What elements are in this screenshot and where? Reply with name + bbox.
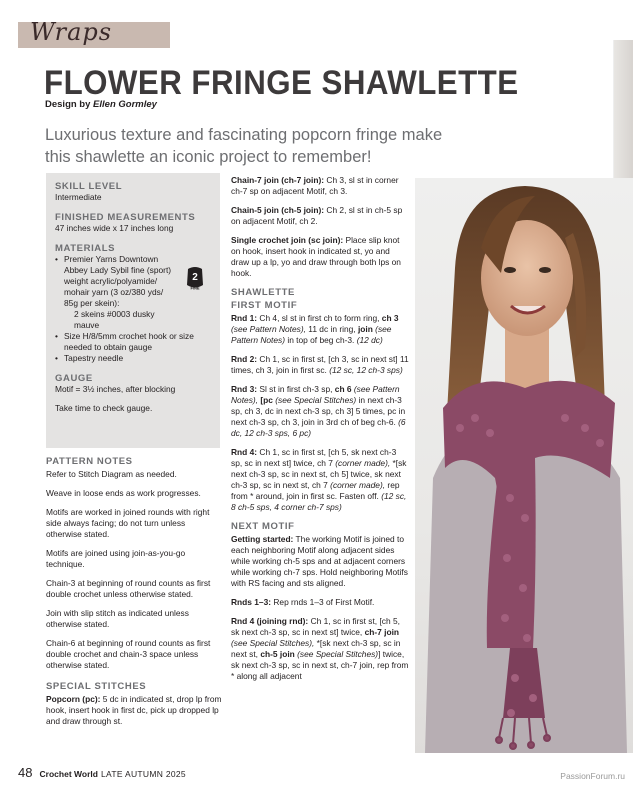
section-tab: [18, 18, 170, 48]
byline: [45, 99, 157, 110]
svg-text:FINE: FINE: [190, 285, 200, 291]
round-4: Rnd 4: Ch 1, sc in first st, [ch 5, sk next ch-3 sp, sc in next st] twice, ch 7 (corner made), *[sk next ch-3 sp, sc in next st, ch 5] twice, sk next ch-3 sp, sc in next st, ch 7 (corner made), rep from * around, join in first sc. Fasten off. (12 sc, 8 ch-5 sps, 4 corner ch-7 sps): [231, 447, 407, 512]
issue-label: LATE AUTUMN 2025: [101, 769, 186, 779]
material-item: • Premier Yarns Downtown Abbey Lady Sybil fine (sport) weight acrylic/polyamide/ mohair yarn (3 oz/380 yds/ 85g per skein): 2 skeins #0003 dusky mauve: [55, 254, 211, 331]
watermark: PassionForum.ru: [560, 771, 625, 781]
instructions-column: [231, 175, 409, 690]
page-number: 48: [18, 765, 33, 780]
material-item: • Tapestry needle: [55, 353, 211, 364]
note-paragraph: Motifs are worked in joined rounds with right side always facing; do not turn unless otherwise stated.: [46, 507, 210, 539]
pattern-notes-column: [46, 456, 222, 735]
project-info-box: [46, 173, 220, 448]
model-photo: [415, 178, 633, 753]
byline-prefix: Design by: [45, 99, 91, 110]
measurements-value: 47 inches wide x 17 inches long: [55, 223, 174, 233]
gauge-value: Motif = 3½ inches, after blocking: [55, 384, 176, 394]
note-paragraph: Chain-6 at beginning of round counts as first double crochet and chain-3 space unless otherwise stated.: [46, 638, 211, 670]
skill-value: Intermediate: [55, 192, 102, 202]
gauge-note: Take time to check gauge.: [55, 403, 153, 413]
page-footer: [18, 765, 186, 780]
special-stitches-heading: SPECIAL STITCHES: [46, 681, 147, 692]
yarn-weight-icon: [184, 265, 206, 291]
rounds-1-3: Rnds 1–3: Rep rnds 1–3 of First Motif.: [231, 597, 375, 607]
round-1: Rnd 1: Ch 4, sl st in first ch to form ring, ch 3 (see Pattern Notes), 11 dc in ring, join (see Pattern Notes) in top of beg ch-3. (12 dc): [231, 313, 399, 345]
note-paragraph: Refer to Stitch Diagram as needed.: [46, 469, 177, 479]
first-motif-heading: FIRST MOTIF: [231, 300, 298, 311]
note-paragraph: Chain-3 at beginning of round counts as first double crochet unless otherwise stated.: [46, 578, 211, 599]
note-paragraph: Join with slip stitch as indicated unless otherwise stated.: [46, 608, 189, 629]
note-paragraph: Motifs are joined using join-as-you-go technique.: [46, 548, 186, 569]
page-title: FLOWER FRINGE SHAWLETTE: [44, 64, 519, 102]
next-motif-heading: NEXT MOTIF: [231, 521, 295, 532]
joining-round: Rnd 4 (joining rnd): Ch 1, sc in first st, [ch 5, sk next ch-3 sp, sc in next st] twice, ch-7 join (see Special Stitches), *[sk next ch-3 sp, sc in next st, ch-5 join (see Special Stitches)] twice, sk next ch-3 sp, sc in next st, ch-7 join, rep from * along all adjacent: [231, 616, 409, 681]
sc-join-def: Single crochet join (sc join): Place slip knot on hook, insert hook in indicated st, yo and draw up a lp, yo and draw through both lps on hook.: [231, 235, 401, 278]
round-3: Rnd 3: Sl st in first ch-3 sp, ch 6 (see Pattern Notes), [pc (see Special Stitches) in next ch-3 sp, ch 3, dc in next ch-3 sp, ch 3] 5 times, pc in next ch-3 sp, ch 3, join in 3rd ch of beg ch-6. (6 dc, 12 ch-3 sps, 6 pc): [231, 384, 406, 438]
intro-text: Luxurious texture and fascinating popcorn fringe make this shawlette an iconic project to remember!: [45, 126, 443, 166]
measurements-heading: FINISHED MEASUREMENTS: [55, 212, 196, 223]
getting-started: Getting started: The working Motif is joined to each neighboring Motif along adjacent sides while working ch-5 sps and at adjacent corners while working ch-7 sps. Hold neighboring Motifs with RS facing and sts aligned.: [231, 534, 408, 588]
material-item: • Size H/8/5mm crochet hook or size needed to obtain gauge: [55, 331, 211, 353]
designer-name: Ellen Gormley: [93, 99, 157, 110]
ch5-join-def: Chain-5 join (ch-5 join): Ch 2, sl st in ch-5 sp on adjacent Motif, ch 2.: [231, 205, 403, 226]
round-2: Rnd 2: Ch 1, sc in first st, [ch 3, sc in next st] 11 times, ch 3, join in first sc. (12 sc, 12 ch-3 sps): [231, 354, 409, 375]
shawlette-heading: SHAWLETTE: [231, 287, 295, 298]
gauge-heading: GAUGE: [55, 373, 93, 384]
ch7-join-def: Chain-7 join (ch-7 join): Ch 3, sl st in corner ch-7 sp on adjacent Motif, ch 3.: [231, 175, 399, 196]
skill-heading: SKILL LEVEL: [55, 181, 123, 192]
note-paragraph: Weave in loose ends as work progresses.: [46, 488, 201, 498]
magazine-name: Crochet World: [39, 769, 98, 779]
section-label: Wraps: [30, 18, 113, 46]
model-wearing-shawlette-illustration: [415, 178, 633, 753]
popcorn-stitch: Popcorn (pc): 5 dc in indicated st, drop lp from hook, insert hook in first dc, pick up dropped lp and draw through st.: [46, 694, 222, 726]
pattern-notes-heading: PATTERN NOTES: [46, 456, 133, 467]
svg-text:2: 2: [192, 272, 198, 283]
materials-heading: MATERIALS: [55, 243, 116, 254]
